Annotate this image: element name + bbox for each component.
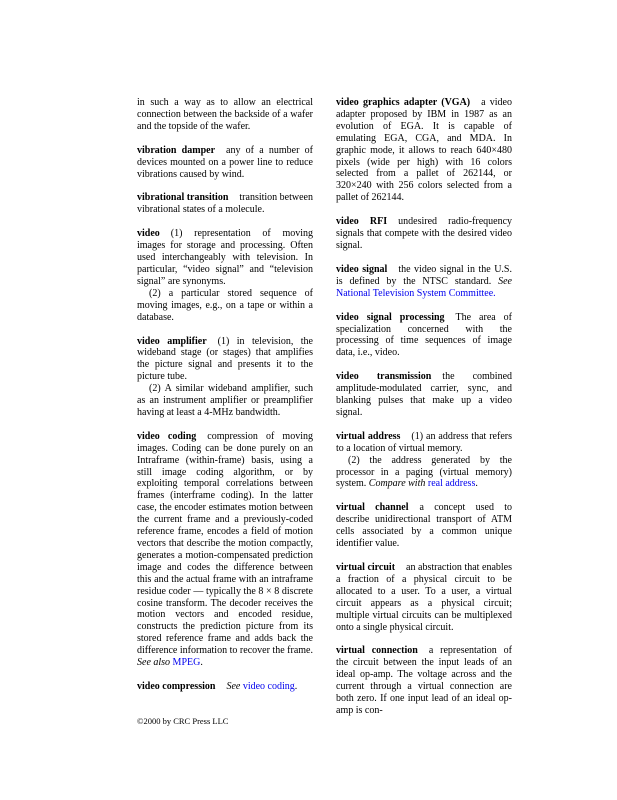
term: virtual circuit — [336, 562, 396, 573]
term: video amplifier — [137, 335, 207, 347]
definition-text: a video adapter proposed by IBM in 1987 as an evolution of EGA. It is capable of emulating EGA, CGA, and MDA. In graphic mode, it allows to reach 640×480 pixels (wide per high) with 16 colors selected from a pallet of 262144, or 320×240 with 256 colors selected from a pallet of 262144. — [336, 97, 512, 204]
entry-paragraph — [336, 97, 512, 204]
glossary-entry — [336, 216, 512, 252]
glossary-entry — [336, 562, 512, 633]
term: vibration damper — [137, 144, 216, 156]
see-label: See — [226, 680, 243, 692]
term: video compression — [137, 680, 216, 692]
glossary-entry — [137, 97, 313, 133]
definition-text: . — [294, 680, 298, 692]
definition-text: transition between vibrational states of a molecule. — [137, 192, 313, 216]
glossary-entry — [336, 312, 512, 360]
term: video signal — [336, 263, 388, 275]
term: video RFI — [336, 216, 388, 228]
glossary-entry — [336, 97, 512, 204]
term: virtual channel — [336, 502, 409, 514]
glossary-entry — [336, 645, 512, 716]
term: video signal processing — [336, 311, 445, 323]
definition-text: a concept used to describe unidirectional transport of ATM cells associated by a common unique identifier value. — [336, 502, 512, 550]
cross-reference-link[interactable]: real address — [427, 478, 476, 490]
term: vibrational transition — [137, 192, 229, 204]
entry-paragraph — [137, 681, 313, 693]
entry-paragraph — [336, 562, 512, 633]
copyright-notice: ©2000 by CRC Press LLC — [137, 716, 229, 726]
see-label: See — [498, 275, 512, 287]
definition-text: an abstraction that enables a fraction of a physical circuit to be allocated to a user. To a user, a virtual circuit appears as a physical circuit; multiple virtual circuits can be multiplexed onto a single physical circuit. — [336, 562, 512, 633]
term: video — [137, 228, 160, 240]
glossary-entry — [336, 371, 512, 419]
entry-paragraph — [336, 264, 512, 300]
entry-paragraph — [336, 371, 512, 419]
see-label: See also — [137, 657, 173, 669]
definition-text: (2) the address generated by the processor in a paging (virtual memory) system. — [336, 454, 512, 490]
definition-text: (2) A similar wideband amplifier, such as an instrument amplifier or preamplifier having at least a 4-MHz bandwidth. — [137, 383, 313, 418]
definition-text: any of a number of devices mounted on a power line to reduce vibrations caused by wind. — [137, 144, 313, 180]
entry-paragraph — [336, 312, 512, 360]
right-column — [336, 97, 512, 729]
term: video graphics adapter (VGA) — [336, 97, 471, 108]
entry-paragraph — [137, 228, 313, 288]
cross-reference-link[interactable]: video coding — [242, 680, 295, 692]
glossary-entry — [137, 681, 313, 693]
glossary-entry — [137, 228, 313, 323]
definition-text: the video signal in the U.S. is defined by the NTSC standard. — [336, 263, 512, 287]
page-body — [137, 97, 512, 729]
glossary-entry — [336, 264, 512, 300]
entry-paragraph — [137, 192, 313, 216]
entry-paragraph — [137, 97, 313, 133]
entry-paragraph — [336, 645, 512, 716]
term: virtual address — [336, 430, 401, 442]
term: video coding — [137, 430, 197, 442]
definition-text: in such a way as to allow an electrical connection between the backside of a wafer and the topside of the wafer. — [137, 97, 313, 132]
cross-reference-link[interactable]: MPEG — [172, 657, 201, 669]
entry-paragraph — [137, 336, 313, 384]
cross-reference-link[interactable]: National Television System Committee. — [336, 287, 496, 299]
term: virtual connection — [336, 645, 418, 657]
definition-text: (1) an address that refers to a location of virtual memory. — [336, 430, 512, 454]
term: video transmission — [336, 371, 432, 383]
definition-text: the combined amplitude-modulated carrier, sync, and blanking pulses that make up a video signal. — [336, 371, 513, 418]
entry-subparagraph — [137, 383, 313, 419]
definition-text: undesired radio-frequency signals that compete with the desired video signal. — [336, 216, 513, 251]
definition-text: (1) in television, the wideband stage (or stages) that amplifies the picture signal and presents it to the picture tube. — [137, 335, 313, 383]
entry-paragraph — [336, 431, 512, 455]
glossary-entry — [336, 502, 512, 550]
definition-text: . — [475, 478, 478, 490]
definition-text: compression of moving images. Coding can be done purely on an Intraframe (within-frame) basis, using a still image coding algorithm, or by exploiting temporal correlations between frames (interframe coding). In the latter case, the encoder estimates motion between the current frame and a previously-coded reference frame, encodes a field of motion vectors that describe the motion compactly, generates a motion-compensated prediction image and codes the difference between this and the actual frame with an intraframe residue coder — typically the 8 × 8 discrete cosine transform. The decoder receives the motion vectors and encoded residue, constructs the prediction picture from its stored reference frame and adds back the difference information to recover the frame. — [137, 430, 313, 657]
see-label: Compare with — [368, 478, 428, 490]
glossary-entry — [336, 431, 512, 491]
entry-paragraph — [336, 502, 512, 550]
entry-subparagraph — [336, 455, 512, 491]
glossary-entry — [137, 336, 313, 419]
entry-paragraph — [137, 431, 313, 669]
entry-paragraph — [336, 216, 512, 252]
definition-text: The area of specialization concerned with the processing of time sequences of image data, i.e., video. — [336, 311, 512, 359]
glossary-entry — [137, 145, 313, 181]
glossary-entry — [137, 192, 313, 216]
glossary-entry — [137, 431, 313, 669]
left-column — [137, 97, 313, 729]
entry-subparagraph — [137, 288, 313, 324]
definition-text: (2) a particular stored sequence of moving images, e.g., on a tape or within a database. — [137, 287, 313, 323]
definition-text: (1) representation of moving images for storage and processing. Often used interchangeably with television. In particular, “video signal” and “television signal” are synonyms. — [137, 228, 313, 287]
definition-text: a representation of the circuit between the input leads of an ideal op-amp. The voltage across and the current through a virtual connection are both zero. If one input lead of an ideal op-amp is con- — [336, 645, 512, 716]
definition-text: . — [200, 657, 203, 669]
entry-paragraph — [137, 145, 313, 181]
